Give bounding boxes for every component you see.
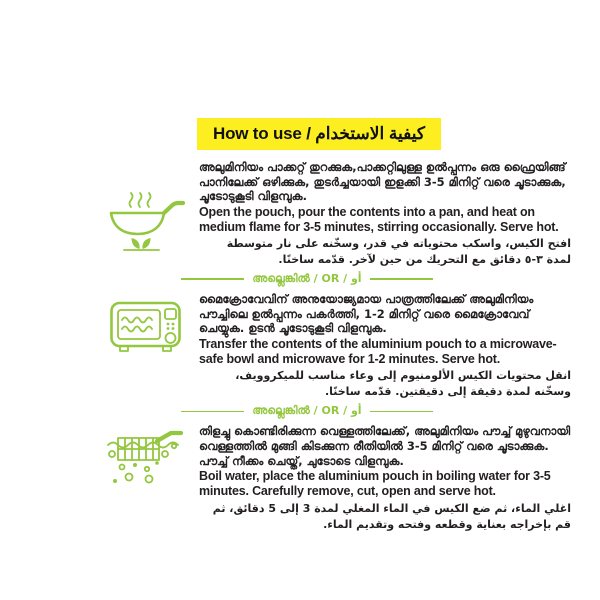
- microwave-instruction-english: Transfer the contents of the aluminium pouch to a microwave-safe bowl and microwave for 1-2 minutes. Serve hot.: [199, 336, 557, 366]
- or-separator-1: [181, 272, 433, 286]
- pan-instruction-english: Open the pouch, pour the contents into a pan, and heat on medium flame for 3-5 minutes, stirring occasionally. Serve hot.: [199, 204, 559, 234]
- pan-instruction-malayalam: അലുമിനിയം പാക്കറ്റ് തുറക്കുക,പാക്കറ്റിലുള്ള ഉൽപ്പന്നം ഒരു ഫ്രൈയിങ്ങ് പാനിലേക്ക് ഒഴിക്കുക, തുടർച്ചയായി ഇളക്കി 3-5 മിനിറ്റ് വരെ ചൂടാക്കുക, ചൂടോടുകൂടി വിളമ്പുക.: [199, 160, 566, 204]
- how-to-use-header: How to use / كيفية الاستخدام: [197, 118, 441, 150]
- section-microwave: [105, 292, 575, 400]
- microwave-instruction-arabic: انقل محتويات الكيس الألومنيوم إلى وعاء مناسب للميكروويف، وسخّنه لمدة دقيقة إلى دقيقتين. قدّمه ساخنًا.: [235, 369, 571, 399]
- separator-line: [181, 411, 244, 413]
- separator-line: [370, 278, 433, 280]
- frying-pan-icon: [105, 160, 187, 268]
- separator-line: [181, 278, 244, 280]
- microwave-icon: [105, 292, 187, 400]
- pan-instruction-arabic: افتح الكيس، واسكب محتوياته في قدر، وسخّنه على نار متوسطة لمدة ٣-٥ دقائق مع التحريك من حين لآخر. قدّمه ساخنًا.: [226, 237, 571, 267]
- section-pan-text: [199, 160, 575, 268]
- section-boil: [105, 424, 575, 532]
- instructions-content: [105, 118, 575, 532]
- section-pan: [105, 160, 575, 268]
- or-separator-2: [181, 404, 433, 418]
- boil-instruction-malayalam: തിളച്ചു കൊണ്ടിരിക്കുന്ന വെള്ളത്തിലേക്ക്, അലുമിനിയം പൗച്ച് മുഴുവനായി വെള്ളത്തിൽ മുങ്ങി കിടക്കുന്ന രീതിയിൽ 3-5 മിനിറ്റ് വരെ ചൂടാക്കുക. പൗച്ച് നീക്കം ചെയ്ത്, ചുടോടെ വിളമ്പുക.: [199, 424, 571, 468]
- section-boil-text: [199, 424, 575, 532]
- boil-instruction-arabic: اغلي الماء، ثم ضع الكيس في الماء المغلي لمدة 3 إلى 5 دقائق، ثم قم بإخراجه بعناية وقطعه وفتحه وتقديم الماء.: [212, 501, 571, 531]
- separator-line: [370, 411, 433, 413]
- or-separator-label: അല്ലെങ്കിൽ / OR / أو: [252, 404, 362, 418]
- microwave-instruction-malayalam: മൈക്രോവേവിന് അനുയോജ്യമായ പാത്രത്തിലേക്ക് അലുമിനിയം പൗച്ചിലെ ഉൽപ്പന്നം പകർത്തി, 1-2 മിനിറ്റ് വരെ മൈക്രോവേവ് ചെയ്യുക. ഉടൻ ചൂടോടുകൂടി വിളമ്പുക.: [199, 292, 534, 336]
- section-microwave-text: [199, 292, 575, 400]
- or-separator-label: അല്ലെങ്കിൽ / OR / أو: [252, 272, 362, 286]
- boil-instruction-english: Boil water, place the aluminium pouch in boiling water for 3-5 minutes. Carefully remove, cut, open and serve hot.: [199, 469, 551, 498]
- boiling-pouch-basket-icon: [105, 424, 187, 532]
